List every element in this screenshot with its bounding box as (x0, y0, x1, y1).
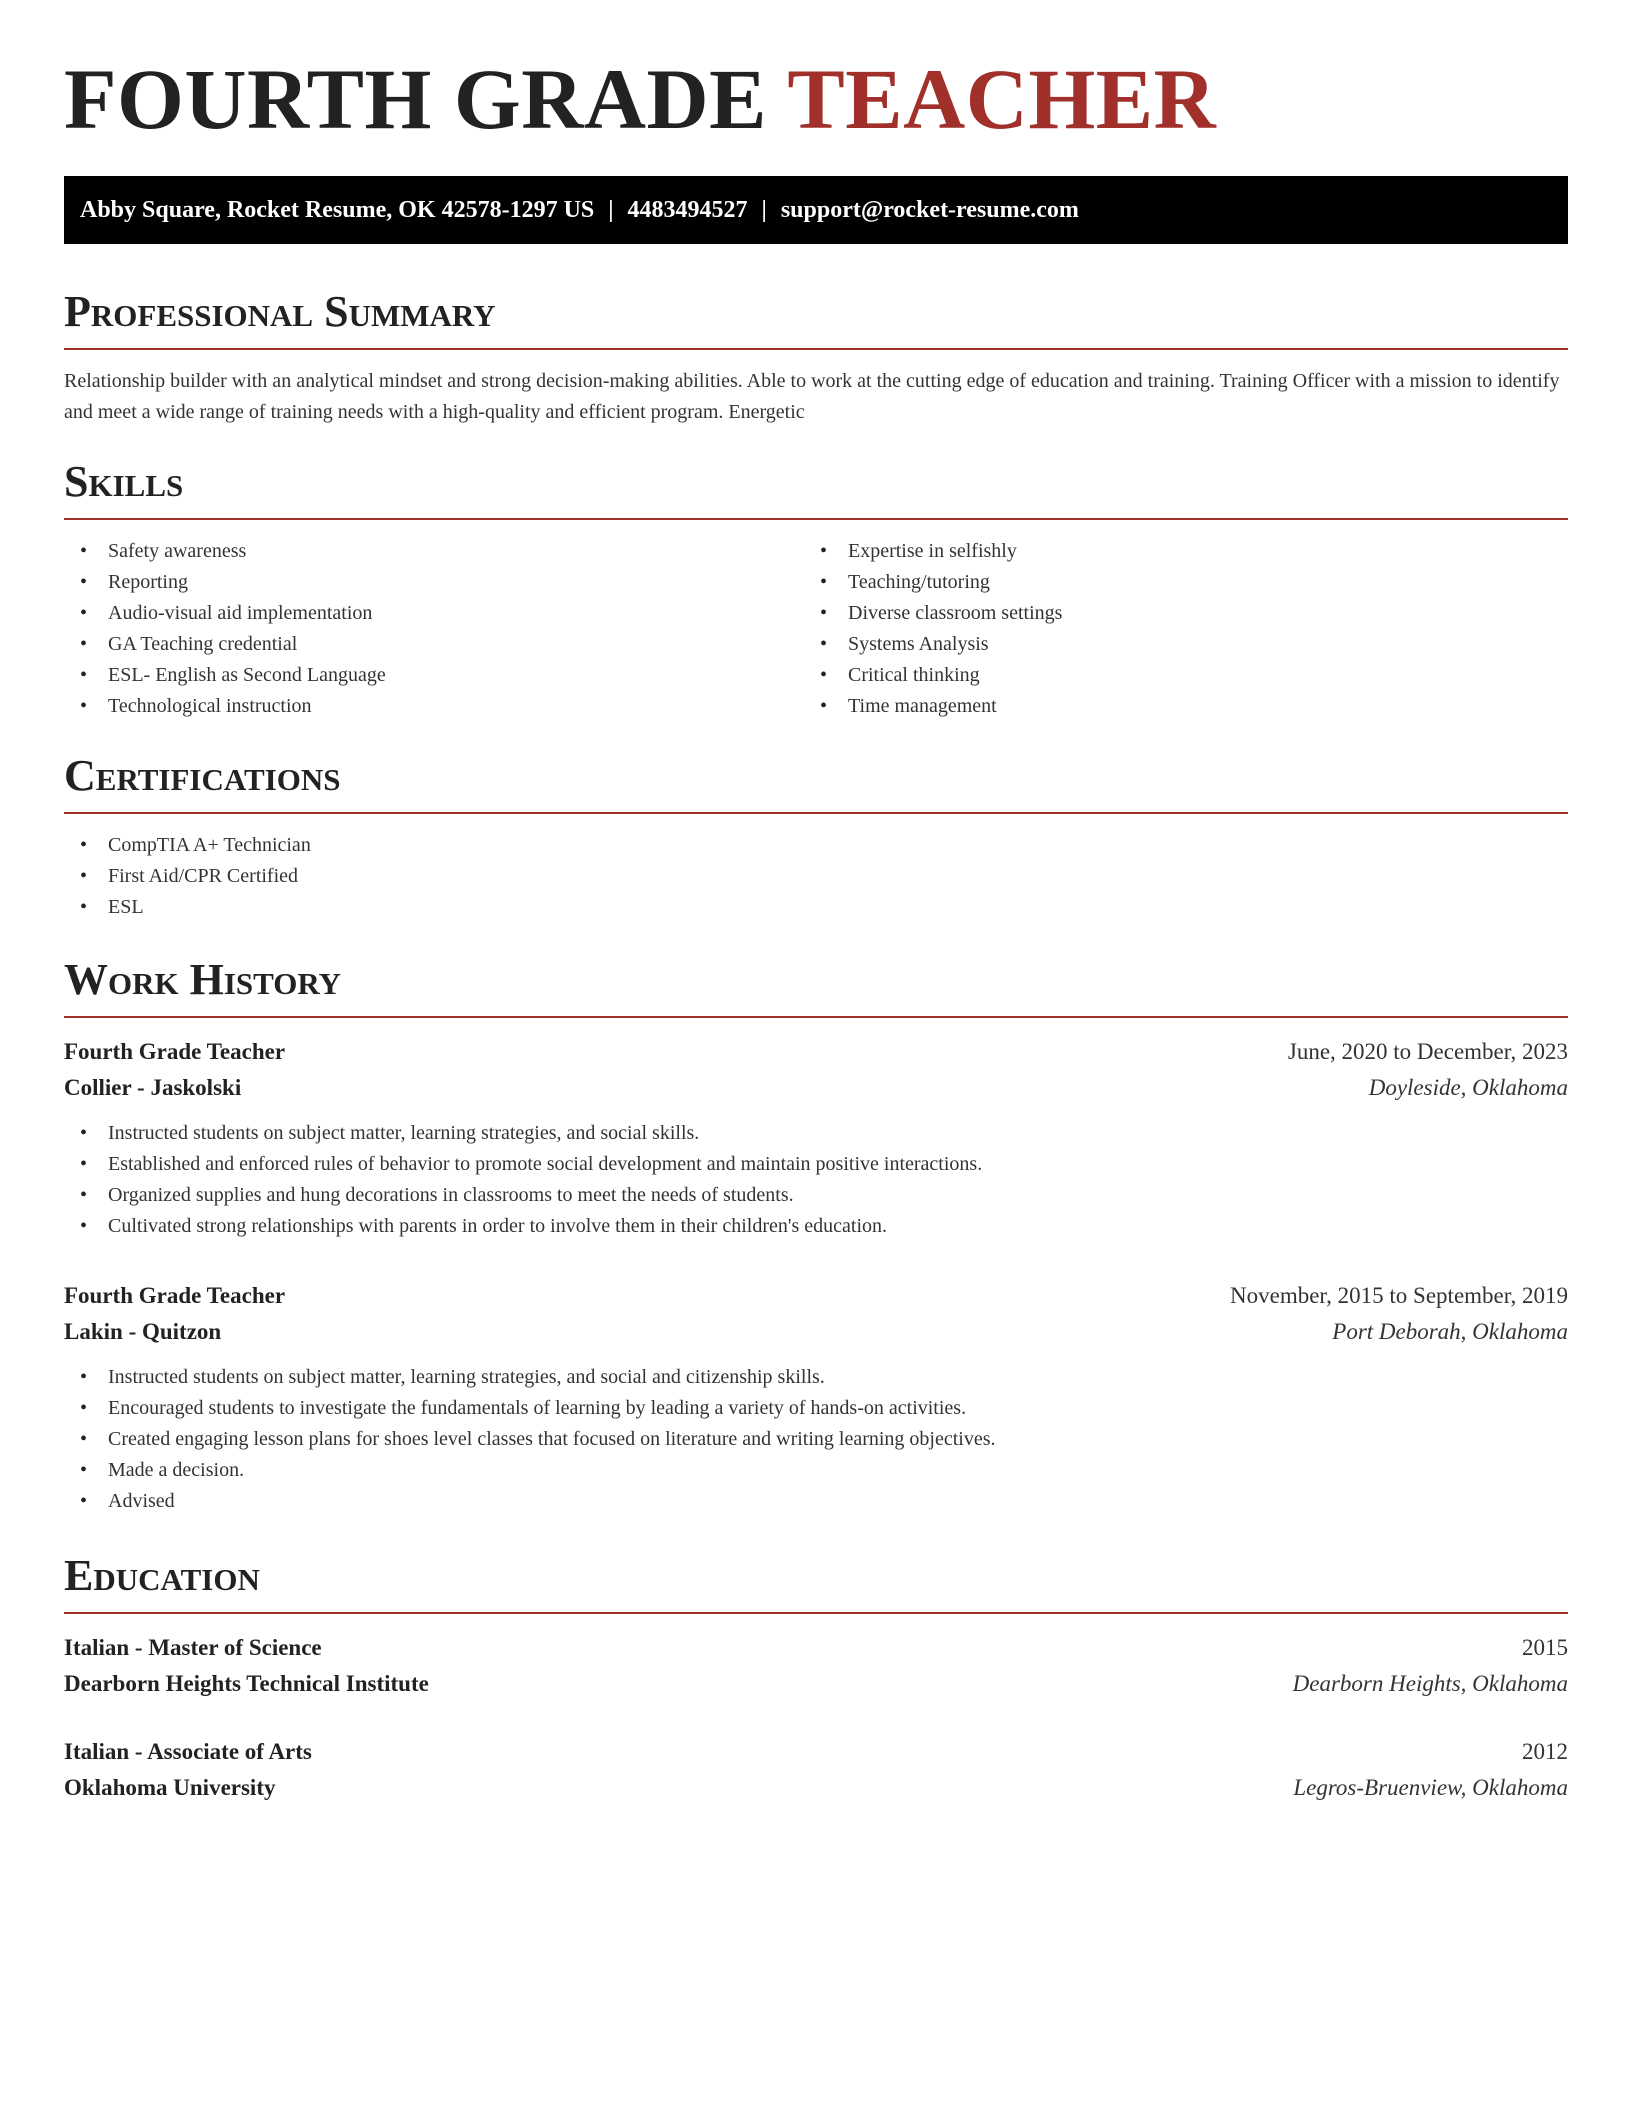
skill-item: • GA Teaching credential (64, 629, 804, 660)
education-school-row (64, 1666, 1568, 1702)
education-section (64, 1551, 1568, 1806)
job-duty: • Organized supplies and hung decorations in classrooms to meet the needs of students. (64, 1180, 1568, 1211)
skill-item: • Time management (804, 691, 1544, 722)
certification-item: • CompTIA A+ Technician (64, 830, 1568, 861)
job-dates: June, 2020 to December, 2023 (1287, 1039, 1568, 1064)
work-history-section (64, 955, 1568, 1517)
education-degree-row (64, 1630, 1568, 1666)
skills-list-left (64, 536, 804, 722)
job-location: Doyleside, Oklahoma (1368, 1075, 1568, 1100)
education-degree-row (64, 1734, 1568, 1770)
skill-item: • Audio-visual aid implementation (64, 598, 804, 629)
skill-item: • ESL- English as Second Language (64, 660, 804, 691)
summary-section (64, 287, 1568, 428)
skill-item: • Expertise in selfishly (804, 536, 1544, 567)
skill-item: • Diverse classroom settings (804, 598, 1544, 629)
education-year: 2012 (1522, 1739, 1568, 1764)
job-duty: • Made a decision. (64, 1455, 1568, 1486)
job-header-row (64, 1278, 1568, 1314)
contact-bar (64, 176, 1568, 244)
contact-phone: 4483494527 (627, 196, 748, 223)
section-heading: Professional Summary (64, 290, 1568, 350)
resume-title (64, 51, 1217, 147)
certification-item: • ESL (64, 892, 1568, 923)
section-heading: Certifications (64, 754, 1568, 814)
education-location: Legros-Bruenview, Oklahoma (1293, 1775, 1568, 1800)
skills-columns (64, 520, 1568, 722)
section-heading: Education (64, 1554, 1568, 1614)
job-company: Collier - Jaskolski (64, 1075, 242, 1100)
job-duty: • Cultivated strong relationships with parents in order to involve them in their children's education. (64, 1211, 1568, 1242)
job-location: Port Deborah, Oklahoma (1332, 1319, 1568, 1344)
job-duties (64, 1362, 1568, 1517)
job-title: Fourth Grade Teacher (64, 1283, 286, 1308)
job-duty: • Established and enforced rules of behavior to promote social development and maintain positive interactions. (64, 1149, 1568, 1180)
skills-section (64, 457, 1568, 722)
contact-email: support@rocket-resume.com (780, 196, 1079, 223)
skill-item: • Technological instruction (64, 691, 804, 722)
job-title: Fourth Grade Teacher (64, 1039, 286, 1064)
summary-text: Relationship builder with an analytical mindset and strong decision-making abilities. Able to work at the cutting edge of education and training. Training Officer with a mission to identify and meet a wide range of training needs with a high-quality and efficient program. Energetic (64, 370, 1560, 423)
skill-item: • Critical thinking (804, 660, 1544, 691)
education-location: Dearborn Heights, Oklahoma (1292, 1671, 1568, 1696)
job-entry (64, 1278, 1568, 1517)
job-duty: • Instructed students on subject matter, learning strategies, and social skills. (64, 1118, 1568, 1149)
education-degree: Italian - Associate of Arts (64, 1739, 312, 1764)
education-school: Dearborn Heights Technical Institute (64, 1671, 429, 1696)
section-heading: Skills (64, 460, 1568, 520)
job-company: Lakin - Quitzon (64, 1319, 222, 1344)
job-company-row (64, 1070, 1568, 1106)
contact-separator: | (761, 196, 767, 223)
job-duty: • Encouraged students to investigate the fundamentals of learning by leading a variety of hands-on activities. (64, 1393, 1568, 1424)
education-degree: Italian - Master of Science (64, 1635, 322, 1660)
contact-separator: | (608, 196, 614, 223)
skills-list-right (804, 536, 1544, 722)
job-dates: November, 2015 to September, 2019 (1230, 1283, 1568, 1308)
education-entry (64, 1734, 1568, 1806)
section-heading: Work History (64, 958, 1568, 1018)
job-header-row (64, 1034, 1568, 1070)
contact-address: Abby Square, Rocket Resume, OK 42578-1297 US (80, 196, 595, 223)
job-duty: • Instructed students on subject matter, learning strategies, and social and citizenship skills. (64, 1362, 1568, 1393)
skill-item: • Teaching/tutoring (804, 567, 1544, 598)
education-school-row (64, 1770, 1568, 1806)
certifications-section (64, 751, 1568, 923)
certification-item: • First Aid/CPR Certified (64, 861, 1568, 892)
certifications-list (64, 830, 1568, 923)
job-duty: • Advised (64, 1486, 1568, 1517)
education-year: 2015 (1522, 1635, 1568, 1660)
job-duty: • Created engaging lesson plans for shoes level classes that focused on literature and writing learning objectives. (64, 1424, 1568, 1455)
job-entry (64, 1034, 1568, 1242)
skill-item: • Safety awareness (64, 536, 804, 567)
job-duties (64, 1118, 1568, 1242)
title-main: FOURTH GRADE (64, 51, 767, 147)
education-entry (64, 1630, 1568, 1702)
education-school: Oklahoma University (64, 1775, 276, 1800)
skill-item: • Systems Analysis (804, 629, 1544, 660)
title-accent: TEACHER (787, 51, 1217, 147)
skill-item: • Reporting (64, 567, 804, 598)
job-company-row (64, 1314, 1568, 1350)
